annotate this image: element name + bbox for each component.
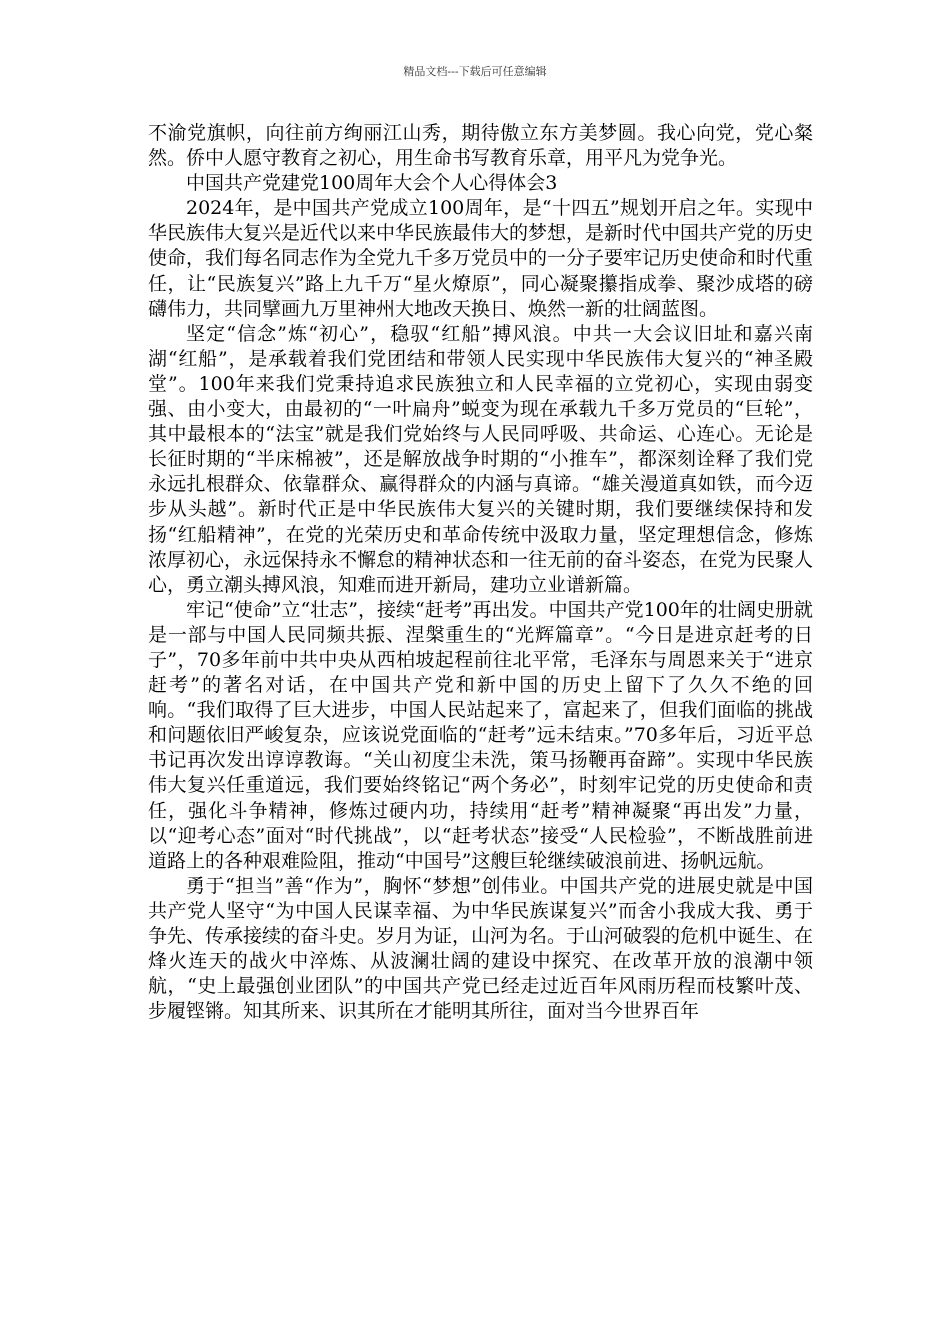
- paragraph: 坚定“信念”炼“初心”，稳驭“红船”搏风浪。中共一大会议旧址和嘉兴南湖“红船”，是承载着我们党团结和带领人民实现中华民族伟大复兴的“神圣殿堂”。100年来我们党秉持追求民族独立和人民幸福的立党初心，实现由弱变强、由小变大，由最初的“一叶扁舟”蜕变为现在承载九千多万党员的“巨轮”，其中最根本的“法宝”就是我们党始终与人民同呼吸、共命运、心连心。无论是长征时期的“半床棉被”，还是解放战争时期的“小推车”，都深刻诠释了我们党永远扎根群众、依靠群众、赢得群众的内涵与真谛。“雄关漫道真如铁，而今迈步从头越”。新时代正是中华民族伟大复兴的关键时期，我们要继续保持和发扬“红船精神”，在党的光荣历史和革命传统中汲取力量，坚定理想信念，修炼浓厚初心，永远保持永不懈怠的精神状态和一往无前的奋斗姿态，在党为民聚人心，勇立潮头搏风浪，知难而进开新局，建功立业谱新篇。: [148, 322, 814, 596]
- paragraph: 牢记“使命”立“壮志”，接续“赶考”再出发。中国共产党100年的壮阔史册就是一部与中国人民同频共振、涅槃重生的“光辉篇章”。“今日是进京赶考的日子”，70多年前中共中央从西柏坡起程前往北平常，毛泽东与周恩来关于“进京赶考”的著名对话，在中国共产党和新中国的历史上留下了久久不绝的回响。“我们取得了巨大进步，中国人民站起来了，富起来了，但我们面临的挑战和问题依旧严峻复杂，应该说党面临的“赶考”远未结束。”70多年后，习近平总书记再次发出谆谆教诲。“关山初度尘未洗，策马扬鞭再奋蹄”。实现中华民族伟大复兴任重道远，我们要始终铭记“两个务必”，时刻牢记党的历史使命和责任，强化斗争精神，修炼过硬内功，持续用“赶考”精神凝聚“再出发”力量，以“迎考心态”面对“时代挑战”，以“赶考状态”接受“人民检验”，不断战胜前进道路上的各种艰难险阻，推动“中国号”这艘巨轮继续破浪前进、扬帆远航。: [148, 598, 813, 872]
- section-title: 中国共产党建党100周年大会个人心得体会3: [186, 172, 558, 195]
- paragraph: 2024年，是中国共产党成立100周年，是“十四五”规划开启之年。实现中华民族伟大复兴是近代以来中华民族最伟大的梦想，是新时代中国共产党的历史使命，我们每名同志作为全党九千多万党员中的一分子要牢记历史使命和时代重任，让“民族复兴”路上九千万“星火燎原”，同心凝聚攥指成拳、聚沙成塔的磅礴伟力，共同擘画九万里神州大地改天换日、焕然一新的壮阔蓝图。: [148, 197, 814, 320]
- document-body: [148, 121, 813, 1024]
- paragraph-continuation: 不渝党旗帜，向往前方绚丽江山秀，期待傲立东方美梦圆。我心向党，党心粲然。侨中人愿守教育之初心，用生命书写教育乐章，用平凡为党争光。: [148, 122, 813, 170]
- paragraph: 勇于“担当”善“作为”，胸怀“梦想”创伟业。中国共产党的进展史就是中国共产党人坚守“为中国人民谋幸福、为中华民族谋复兴”而舍小我成大我、勇于争先、传承接续的奋斗史。岁月为证，山河为名。于山河破裂的危机中诞生、在烽火连天的战火中淬炼、从波澜壮阔的建设中探究、在改革开放的浪潮中领航，“史上最强创业团队”的中国共产党已经走过近百年风雨历程而枝繁叶茂、步履铿锵。知其所来、识其所在才能明其所往，面对当今世界百年: [148, 874, 814, 1023]
- page-header: 精品文档---下载后可任意编辑: [403, 65, 547, 78]
